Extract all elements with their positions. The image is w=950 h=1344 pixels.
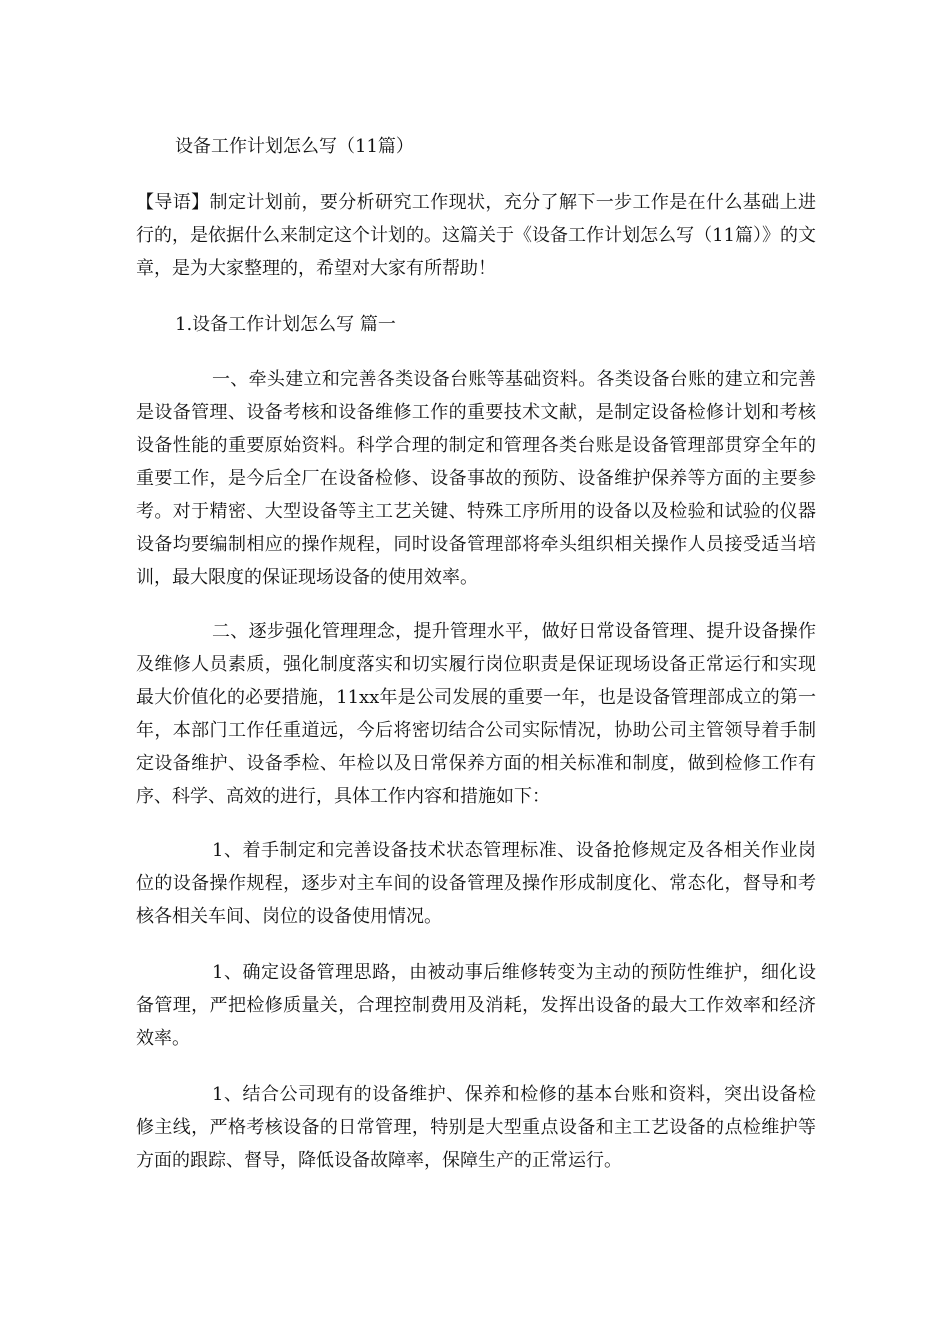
body-paragraph-1: 一、牵头建立和完善各类设备台账等基础资料。各类设备台账的建立和完善是设备管理、设备考核和设备维修工作的重要技术文献，是制定设备检修计划和考核设备性能的重要原始资料。科学合理的制定和管理各类台账是设备管理部贯穿全年的重要工作，是今后全厂在设备检修、设备事故的预防、设备维护保养等方面的主要参考。对于精密、大型设备等主工艺关键、特殊工序所用的设备以及检验和试验的仪器设备均要编制相应的操作规程，同时设备管理部将牵头组织相关操作人员接受适当培训，最大限度的保证现场设备的使用效率。 (136, 369, 816, 588)
body-paragraph-5: 1、结合公司现有的设备维护、保养和检修的基本台账和资料，突出设备检修主线，严格考核设备的日常管理，特别是大型重点设备和主工艺设备的点检维护等方面的跟踪、督导，降低设备故障率，保障生产的正常运行。 (136, 1084, 816, 1171)
body-paragraph-4: 1、确定设备管理思路，由被动事后维修转变为主动的预防性维护，细化设备管理，严把检修质量关，合理控制费用及消耗，发挥出设备的最大工作效率和经济效率。 (136, 962, 816, 1049)
body-paragraph-3: 1、着手制定和完善设备技术状态管理标准、设备抢修规定及各相关作业岗位的设备操作规程，逐步对主车间的设备管理及操作形成制度化、常态化，督导和考核各相关车间、岗位的设备使用情况。 (136, 840, 816, 927)
section-heading: 1.设备工作计划怎么写 篇一 (175, 314, 396, 335)
body-paragraph-2: 二、逐步强化管理理念，提升管理水平，做好日常设备管理、提升设备操作及维修人员素质，强化制度落实和切实履行岗位职责是保证现场设备正常运行和实现最大价值化的必要措施，11xx年是公司发展的重要一年，也是设备管理部成立的第一年，本部门工作任重道远，今后将密切结合公司实际情况，协助公司主管领导着手制定设备维护、设备季检、年检以及日常保养方面的相关标准和制度，做到检修工作有序、科学、高效的进行，具体工作内容和措施如下： (136, 621, 816, 807)
document-title: 设备工作计划怎么写（11篇） (175, 136, 414, 157)
intro-paragraph: 【导语】制定计划前，要分析研究工作现状，充分了解下一步工作是在什么基础上进行的，是依据什么来制定这个计划的。这篇关于《设备工作计划怎么写（11篇）》的文章，是为大家整理的，希望对大家有所帮助！ (136, 192, 816, 279)
